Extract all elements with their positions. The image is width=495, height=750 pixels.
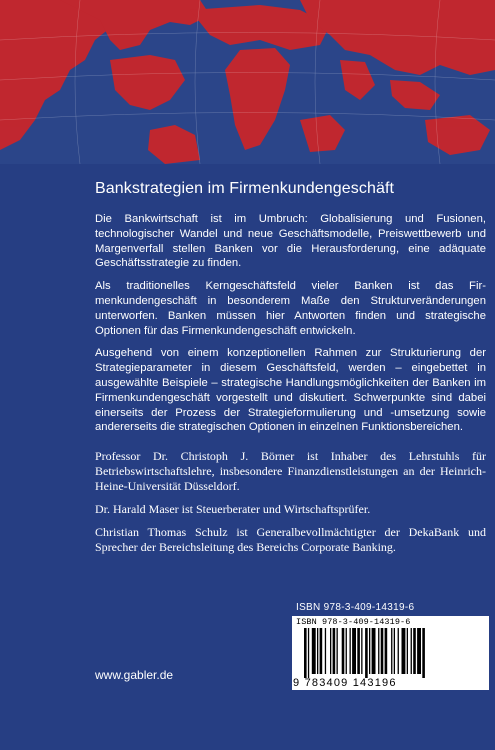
barcode-digits: 9 783409 143196 <box>293 677 397 689</box>
blurb-paragraph-1: Die Bankwirtschaft ist im Umbruch: Globalisierung und Fusionen, technologischer Wandel und neue Geschäftsmodelle, Preiswettbewerb und Margenverfall stellen Banken vor die Herausforderung, eine adäquate Geschäftsstrategie zu finden. <box>95 213 486 270</box>
barcode-isbn-text: ISBN 978-3-409-14319-6 <box>296 617 411 627</box>
isbn-label: ISBN 978-3-409-14319-6 <box>296 602 415 613</box>
world-map-banner <box>0 0 495 164</box>
blurb-paragraph-2: Als traditionelles Kerngeschäftsfeld vieler Banken ist das Firmenkundengeschäft in besonderem Maße den Strukturveränderungen unterworfen. Banken müssen hier Antworten finden und strategische Optionen für das Firmenkundengeschäft entwickeln. <box>95 280 486 337</box>
author-bio-boerner: Professor Dr. Christoph J. Börner ist Inhaber des Lehrstuhls für Betriebswirtschaftslehre, insbesondere Finanzdienstleistungen an der Heinrich-Heine-Universität Düsseldorf. <box>95 449 486 494</box>
author-bio-maser: Dr. Harald Maser ist Steuerberater und Wirtschaftsprüfer. <box>95 502 371 517</box>
barcode-bars <box>304 628 480 678</box>
world-map-image <box>0 0 495 164</box>
blurb-paragraph-3: Ausgehend von einem konzeptionellen Rahmen zur Strukturierung der Strategieparameter in diesem Geschäftsfeld, werden – eingebettet in ausgewählte Beispiele – strategische Handlungsmöglichkeiten der Banken im Firmenkundengeschäft vorgestellt und diskutiert. Schwerpunkte sind dabei einerseits der Prozess der Strategieformulierung und -umsetzung sowie andererseits die strategischen Optionen in einzelnen Funktionsbereichen. <box>95 347 486 434</box>
author-bio-schulz: Christian Thomas Schulz ist Generalbevollmächtigter der DekaBank und Sprecher der Bereichsleitung des Bereichs Corporate Banking. <box>95 525 486 555</box>
publisher-website: www.gabler.de <box>95 668 174 682</box>
book-title: Bankstrategien im Firmenkundengeschäft <box>95 180 395 197</box>
back-cover-content <box>95 180 495 563</box>
barcode <box>292 616 489 690</box>
